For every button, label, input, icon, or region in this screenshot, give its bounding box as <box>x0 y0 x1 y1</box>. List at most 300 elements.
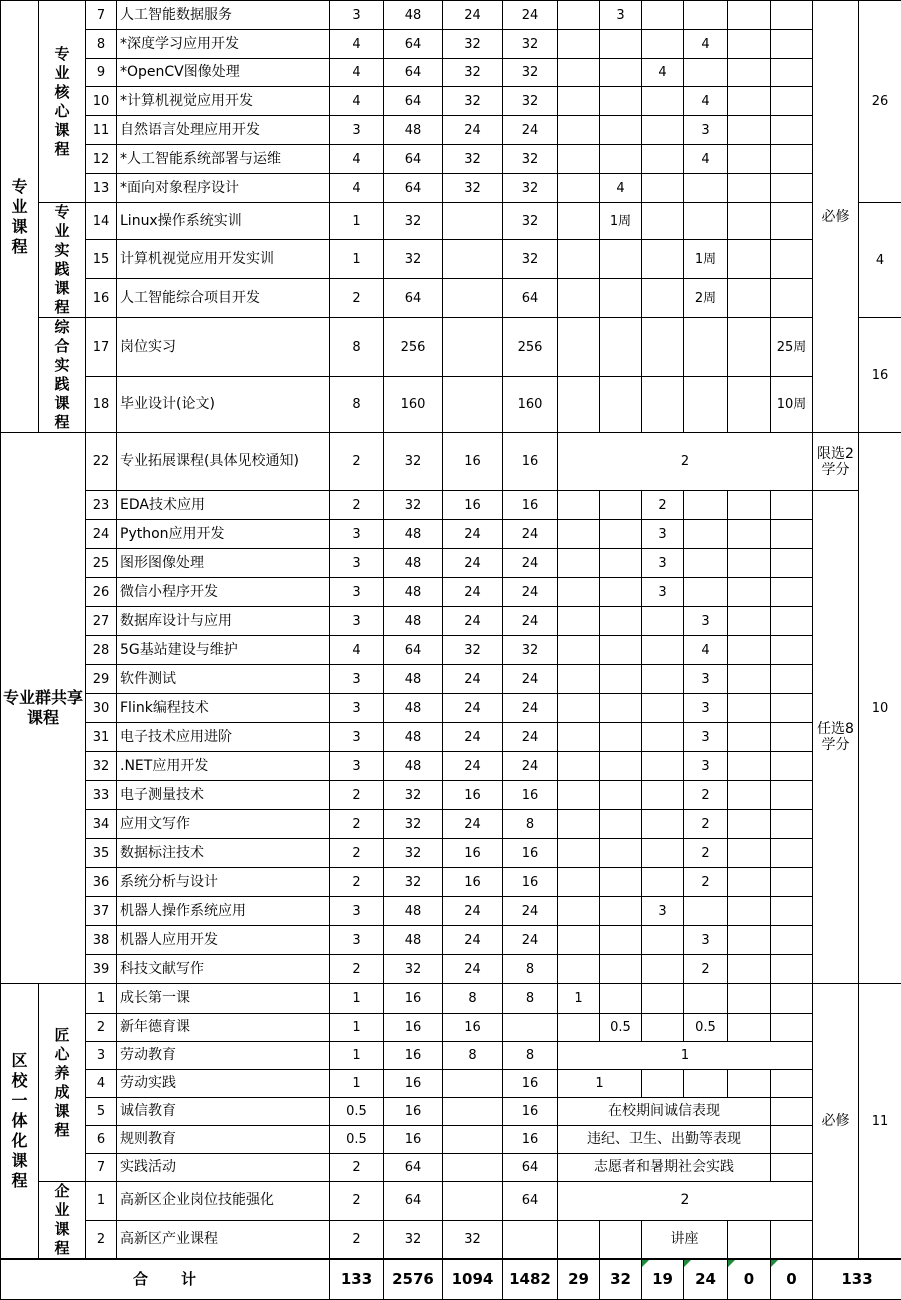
course-no: 28 <box>86 636 117 665</box>
total-hours: 32 <box>384 839 443 868</box>
semester-4: 4 <box>684 636 728 665</box>
semester-1 <box>558 636 600 665</box>
semester-4: 1周 <box>684 240 728 279</box>
practice-hours: 32 <box>503 174 558 203</box>
total-hours: 64 <box>384 174 443 203</box>
semester-1 <box>558 59 600 87</box>
subcategory-craftsman-text: 匠心养成课程 <box>54 1026 71 1140</box>
semester-1 <box>558 781 600 810</box>
semester-4: 4 <box>684 87 728 116</box>
table-row <box>1 549 901 578</box>
semester-3 <box>642 984 684 1014</box>
course-name: 5G基站建设与维护 <box>117 636 330 665</box>
practice-hours: 8 <box>503 984 558 1014</box>
semester-5 <box>728 174 771 203</box>
semester-1 <box>558 723 600 752</box>
practice-hours: 32 <box>503 87 558 116</box>
course-name: *深度学习应用开发 <box>117 30 330 59</box>
semester-2 <box>600 636 642 665</box>
total-hours: 48 <box>384 578 443 607</box>
total-hours: 48 <box>384 897 443 926</box>
semester-5 <box>728 578 771 607</box>
semester-1 <box>558 868 600 897</box>
table-row <box>1 955 901 984</box>
semester-2: 4 <box>600 174 642 203</box>
theory-hours: 16 <box>443 781 503 810</box>
theory-hours: 24 <box>443 955 503 984</box>
credits: 8 <box>330 318 384 377</box>
total-hours: 2576 <box>384 1259 443 1299</box>
practice-hours: 8 <box>503 810 558 839</box>
course-no: 5 <box>86 1098 117 1126</box>
practice-hours <box>503 1220 558 1259</box>
table-row <box>1 781 901 810</box>
semester-1 <box>558 520 600 549</box>
semester-5 <box>728 491 771 520</box>
practice-hours: 8 <box>503 1042 558 1070</box>
semester-6 <box>771 1126 813 1154</box>
semester-1 <box>558 1 600 30</box>
practice-hours: 16 <box>503 781 558 810</box>
semester-1 <box>558 926 600 955</box>
semester-1 <box>558 377 600 433</box>
table-row <box>1 116 901 145</box>
course-no: 13 <box>86 174 117 203</box>
credit-total-integration: 11 <box>859 984 901 1260</box>
table-row <box>1 1126 901 1154</box>
course-no: 12 <box>86 145 117 174</box>
semester-merged: 在校期间诚信表现 <box>558 1098 771 1126</box>
semester-6 <box>771 694 813 723</box>
course-name: 图形图像处理 <box>117 549 330 578</box>
course-no: 16 <box>86 279 117 318</box>
theory-hours: 8 <box>443 984 503 1014</box>
semester-6 <box>771 926 813 955</box>
semester-2 <box>600 781 642 810</box>
semester-4 <box>684 984 728 1014</box>
total-hours: 32 <box>384 810 443 839</box>
semester-1 <box>558 549 600 578</box>
practice-hours: 32 <box>503 59 558 87</box>
semester-5 <box>728 240 771 279</box>
course-no: 31 <box>86 723 117 752</box>
semester-3 <box>642 116 684 145</box>
practice-hours: 16 <box>503 1070 558 1098</box>
course-no: 30 <box>86 694 117 723</box>
required-note: 必修 <box>813 984 859 1260</box>
total-hours: 32 <box>384 955 443 984</box>
semester-2: 1周 <box>600 203 642 240</box>
practice-hours: 16 <box>503 491 558 520</box>
practice-hours: 16 <box>503 868 558 897</box>
course-name: 劳动实践 <box>117 1070 330 1098</box>
credit-total-comprehensive: 16 <box>859 318 901 433</box>
course-name: 劳动教育 <box>117 1042 330 1070</box>
course-no: 39 <box>86 955 117 984</box>
semester-3 <box>642 203 684 240</box>
total-hours: 48 <box>384 723 443 752</box>
total-hours: 256 <box>384 318 443 377</box>
semester-6 <box>771 1070 813 1098</box>
semester-6 <box>771 897 813 926</box>
semester-4: 2 <box>684 868 728 897</box>
semester-2 <box>600 520 642 549</box>
semester-3 <box>642 87 684 116</box>
table-row <box>1 578 901 607</box>
semester-5 <box>728 752 771 781</box>
practice-hours: 16 <box>503 1098 558 1126</box>
table-row <box>1 723 901 752</box>
semester-merged: 2 <box>558 433 813 491</box>
practice-hours: 16 <box>503 433 558 491</box>
semester-4 <box>684 520 728 549</box>
credits: 3 <box>330 607 384 636</box>
theory-hours: 32 <box>443 87 503 116</box>
semester-1: 1 <box>558 984 600 1014</box>
semester-6 <box>771 578 813 607</box>
total-label: 合 计 <box>1 1259 330 1299</box>
course-no: 27 <box>86 607 117 636</box>
course-name: 专业拓展课程(具体见校通知) <box>117 433 330 491</box>
credits: 3 <box>330 694 384 723</box>
theory-hours <box>443 377 503 433</box>
total-hours: 48 <box>384 752 443 781</box>
course-name: 人工智能综合项目开发 <box>117 279 330 318</box>
practice-hours: 256 <box>503 318 558 377</box>
table-row <box>1 145 901 174</box>
semester-5 <box>728 1070 771 1098</box>
semester-6 <box>771 1 813 30</box>
credits: 3 <box>330 897 384 926</box>
semester-3 <box>642 955 684 984</box>
semester-5 <box>728 810 771 839</box>
course-no: 2 <box>86 1220 117 1259</box>
semester-4: 3 <box>684 607 728 636</box>
category-professional <box>1 1 39 433</box>
table-row <box>1 1014 901 1042</box>
semester-3 <box>642 781 684 810</box>
required-note: 必修 <box>813 1 859 433</box>
category-integration-text: 区校一体化课程 <box>11 1051 29 1191</box>
semester-3 <box>642 636 684 665</box>
course-no: 33 <box>86 781 117 810</box>
total-hours: 48 <box>384 520 443 549</box>
theory-hours: 16 <box>443 1014 503 1042</box>
semester-1 <box>558 839 600 868</box>
course-name: 数据库设计与应用 <box>117 607 330 636</box>
table-row <box>1 984 901 1014</box>
semester-6 <box>771 752 813 781</box>
total-hours: 64 <box>384 636 443 665</box>
semester-6 <box>771 1154 813 1182</box>
theory-hours <box>443 1126 503 1154</box>
semester-1 <box>558 752 600 781</box>
theory-hours: 32 <box>443 174 503 203</box>
semester-5 <box>728 87 771 116</box>
total-hours: 64 <box>384 59 443 87</box>
theory-hours <box>443 1154 503 1182</box>
course-name: 高新区产业课程 <box>117 1220 330 1259</box>
practice-hours: 64 <box>503 279 558 318</box>
course-name: Python应用开发 <box>117 520 330 549</box>
theory-hours: 32 <box>443 59 503 87</box>
semester-4 <box>684 1070 728 1098</box>
semester-6 <box>771 810 813 839</box>
practice-hours: 8 <box>503 955 558 984</box>
table-row <box>1 665 901 694</box>
semester-1 <box>558 810 600 839</box>
semester-3 <box>642 1070 684 1098</box>
course-no: 8 <box>86 30 117 59</box>
credits: 3 <box>330 116 384 145</box>
practice-hours: 160 <box>503 377 558 433</box>
table-row <box>1 752 901 781</box>
practice-hours <box>503 1014 558 1042</box>
semester-3 <box>642 839 684 868</box>
theory-hours: 24 <box>443 549 503 578</box>
semester-3 <box>642 377 684 433</box>
total-hours: 32 <box>384 868 443 897</box>
table-row <box>1 868 901 897</box>
semester-4 <box>684 318 728 377</box>
practice-hours: 24 <box>503 1 558 30</box>
semester-1 <box>558 87 600 116</box>
semester-4 <box>684 203 728 240</box>
credit-total-practice: 4 <box>859 203 901 318</box>
course-name: 自然语言处理应用开发 <box>117 116 330 145</box>
course-name: 软件测试 <box>117 665 330 694</box>
theory-hours: 16 <box>443 868 503 897</box>
course-no: 29 <box>86 665 117 694</box>
subcategory-enterprise <box>39 1182 86 1260</box>
semester-2 <box>600 318 642 377</box>
semester-5 <box>728 377 771 433</box>
table-row <box>1 1220 901 1259</box>
theory-hours: 24 <box>443 752 503 781</box>
semester-3 <box>642 1014 684 1042</box>
semester-5 <box>728 897 771 926</box>
course-name: 电子技术应用进阶 <box>117 723 330 752</box>
course-name: 计算机视觉应用开发实训 <box>117 240 330 279</box>
course-no: 3 <box>86 1042 117 1070</box>
course-name: Linux操作系统实训 <box>117 203 330 240</box>
credits: 1 <box>330 1070 384 1098</box>
total-hours: 32 <box>384 433 443 491</box>
theory-hours: 24 <box>443 116 503 145</box>
table-row <box>1 810 901 839</box>
semester-5 <box>728 1014 771 1042</box>
course-no: 2 <box>86 1014 117 1042</box>
course-no: 1 <box>86 1182 117 1221</box>
theory-hours <box>443 1098 503 1126</box>
course-no: 34 <box>86 810 117 839</box>
semester-2 <box>600 839 642 868</box>
semester-5 <box>728 318 771 377</box>
credits: 0.5 <box>330 1098 384 1126</box>
total-hours: 16 <box>384 1014 443 1042</box>
semester-6: 10周 <box>771 377 813 433</box>
total-hours: 32 <box>384 491 443 520</box>
course-name: 诚信教育 <box>117 1098 330 1126</box>
practice-hours: 24 <box>503 520 558 549</box>
semester-4: 3 <box>684 723 728 752</box>
semester-2 <box>600 955 642 984</box>
semester-5 <box>728 279 771 318</box>
subcategory-enterprise-text: 企业课程 <box>54 1182 71 1258</box>
course-name: 数据标注技术 <box>117 839 330 868</box>
semester-5 <box>728 203 771 240</box>
grand-total: 133 <box>813 1259 901 1299</box>
course-no: 4 <box>86 1070 117 1098</box>
course-name: 电子测量技术 <box>117 781 330 810</box>
credits: 2 <box>330 433 384 491</box>
total-hours: 32 <box>384 781 443 810</box>
category-integration <box>1 984 39 1260</box>
semester-2 <box>600 87 642 116</box>
total-hours: 64 <box>384 87 443 116</box>
category-professional-text: 专业课程 <box>11 177 29 257</box>
theory-hours <box>443 203 503 240</box>
practice-hours: 24 <box>503 607 558 636</box>
semester-6 <box>771 203 813 240</box>
course-no: 36 <box>86 868 117 897</box>
semester-5 <box>728 520 771 549</box>
semester-5 <box>728 694 771 723</box>
course-name: 应用文写作 <box>117 810 330 839</box>
semester-5 <box>728 926 771 955</box>
total-hours: 32 <box>384 203 443 240</box>
semester-6 <box>771 955 813 984</box>
semester-6 <box>771 491 813 520</box>
credits: 0.5 <box>330 1126 384 1154</box>
course-name: 机器人操作系统应用 <box>117 897 330 926</box>
total-hours: 16 <box>384 1042 443 1070</box>
semester-3 <box>642 665 684 694</box>
table-row <box>1 433 901 491</box>
semester-2 <box>600 752 642 781</box>
credits: 2 <box>330 955 384 984</box>
total-hours: 16 <box>384 1126 443 1154</box>
course-name: 规则教育 <box>117 1126 330 1154</box>
credits: 3 <box>330 723 384 752</box>
semester-4: 2 <box>684 781 728 810</box>
course-name: *OpenCV图像处理 <box>117 59 330 87</box>
theory-hours: 16 <box>443 433 503 491</box>
total-hours: 64 <box>384 30 443 59</box>
practice-hours: 24 <box>503 694 558 723</box>
semester-4: 3 <box>684 926 728 955</box>
semester-4: 3 <box>684 752 728 781</box>
course-no: 24 <box>86 520 117 549</box>
practice-hours: 32 <box>503 240 558 279</box>
semester-1 <box>558 145 600 174</box>
semester-4: 4 <box>684 145 728 174</box>
table-row <box>1 1154 901 1182</box>
course-name: 机器人应用开发 <box>117 926 330 955</box>
table-row <box>1 30 901 59</box>
semester-merged: 违纪、卫生、出勤等表现 <box>558 1126 771 1154</box>
theory-hours: 24 <box>443 1 503 30</box>
semester-6 <box>771 240 813 279</box>
course-name: .NET应用开发 <box>117 752 330 781</box>
course-no: 1 <box>86 984 117 1014</box>
course-name: *计算机视觉应用开发 <box>117 87 330 116</box>
semester-2 <box>600 1220 642 1259</box>
theory-hours: 24 <box>443 926 503 955</box>
course-no: 35 <box>86 839 117 868</box>
course-no: 25 <box>86 549 117 578</box>
semester-1 <box>558 1220 600 1259</box>
semester-2 <box>600 694 642 723</box>
semester-4 <box>684 174 728 203</box>
theory-hours: 24 <box>443 665 503 694</box>
semester-merged: 2 <box>558 1182 813 1221</box>
table-row <box>1 839 901 868</box>
total-practice: 1482 <box>503 1259 558 1299</box>
course-no: 7 <box>86 1154 117 1182</box>
semester-2 <box>600 30 642 59</box>
semester-5 <box>728 839 771 868</box>
elective-note-2: 任选8学分 <box>813 491 859 984</box>
semester-3 <box>642 868 684 897</box>
semester-3: 3 <box>642 578 684 607</box>
semester-6 <box>771 868 813 897</box>
course-no: 38 <box>86 926 117 955</box>
course-name: 微信小程序开发 <box>117 578 330 607</box>
semester-1 <box>558 1014 600 1042</box>
semester-2 <box>600 926 642 955</box>
total-semester-3: 19 <box>642 1259 684 1299</box>
semester-5 <box>728 607 771 636</box>
semester-merged: 志愿者和暑期社会实践 <box>558 1154 771 1182</box>
semester-6 <box>771 984 813 1014</box>
credits: 2 <box>330 1220 384 1259</box>
total-semester-1: 29 <box>558 1259 600 1299</box>
semester-4: 2周 <box>684 279 728 318</box>
total-hours: 32 <box>384 1220 443 1259</box>
semester-2 <box>600 665 642 694</box>
semester-5 <box>728 116 771 145</box>
semester-2 <box>600 607 642 636</box>
subcategory-craftsman <box>39 984 86 1182</box>
theory-hours: 32 <box>443 636 503 665</box>
semester-6 <box>771 839 813 868</box>
semester-1 <box>558 203 600 240</box>
credits: 1 <box>330 1014 384 1042</box>
course-no: 23 <box>86 491 117 520</box>
theory-hours: 16 <box>443 491 503 520</box>
table-row <box>1 1070 901 1098</box>
semester-2 <box>600 578 642 607</box>
semester-4: 3 <box>684 116 728 145</box>
credits: 4 <box>330 30 384 59</box>
semester-1 <box>558 955 600 984</box>
practice-hours: 64 <box>503 1154 558 1182</box>
semester-4: 3 <box>684 665 728 694</box>
semester-3 <box>642 145 684 174</box>
semester-2 <box>600 377 642 433</box>
semester-6 <box>771 30 813 59</box>
semester-4: 2 <box>684 839 728 868</box>
subcategory-core-text: 专业核心课程 <box>54 45 71 159</box>
subcategory-practice-text: 专业实践课程 <box>54 203 71 317</box>
semester-4 <box>684 578 728 607</box>
table-row <box>1 87 901 116</box>
semester-2 <box>600 984 642 1014</box>
credit-total-shared: 10 <box>859 433 901 984</box>
theory-hours <box>443 318 503 377</box>
semester-4 <box>684 897 728 926</box>
